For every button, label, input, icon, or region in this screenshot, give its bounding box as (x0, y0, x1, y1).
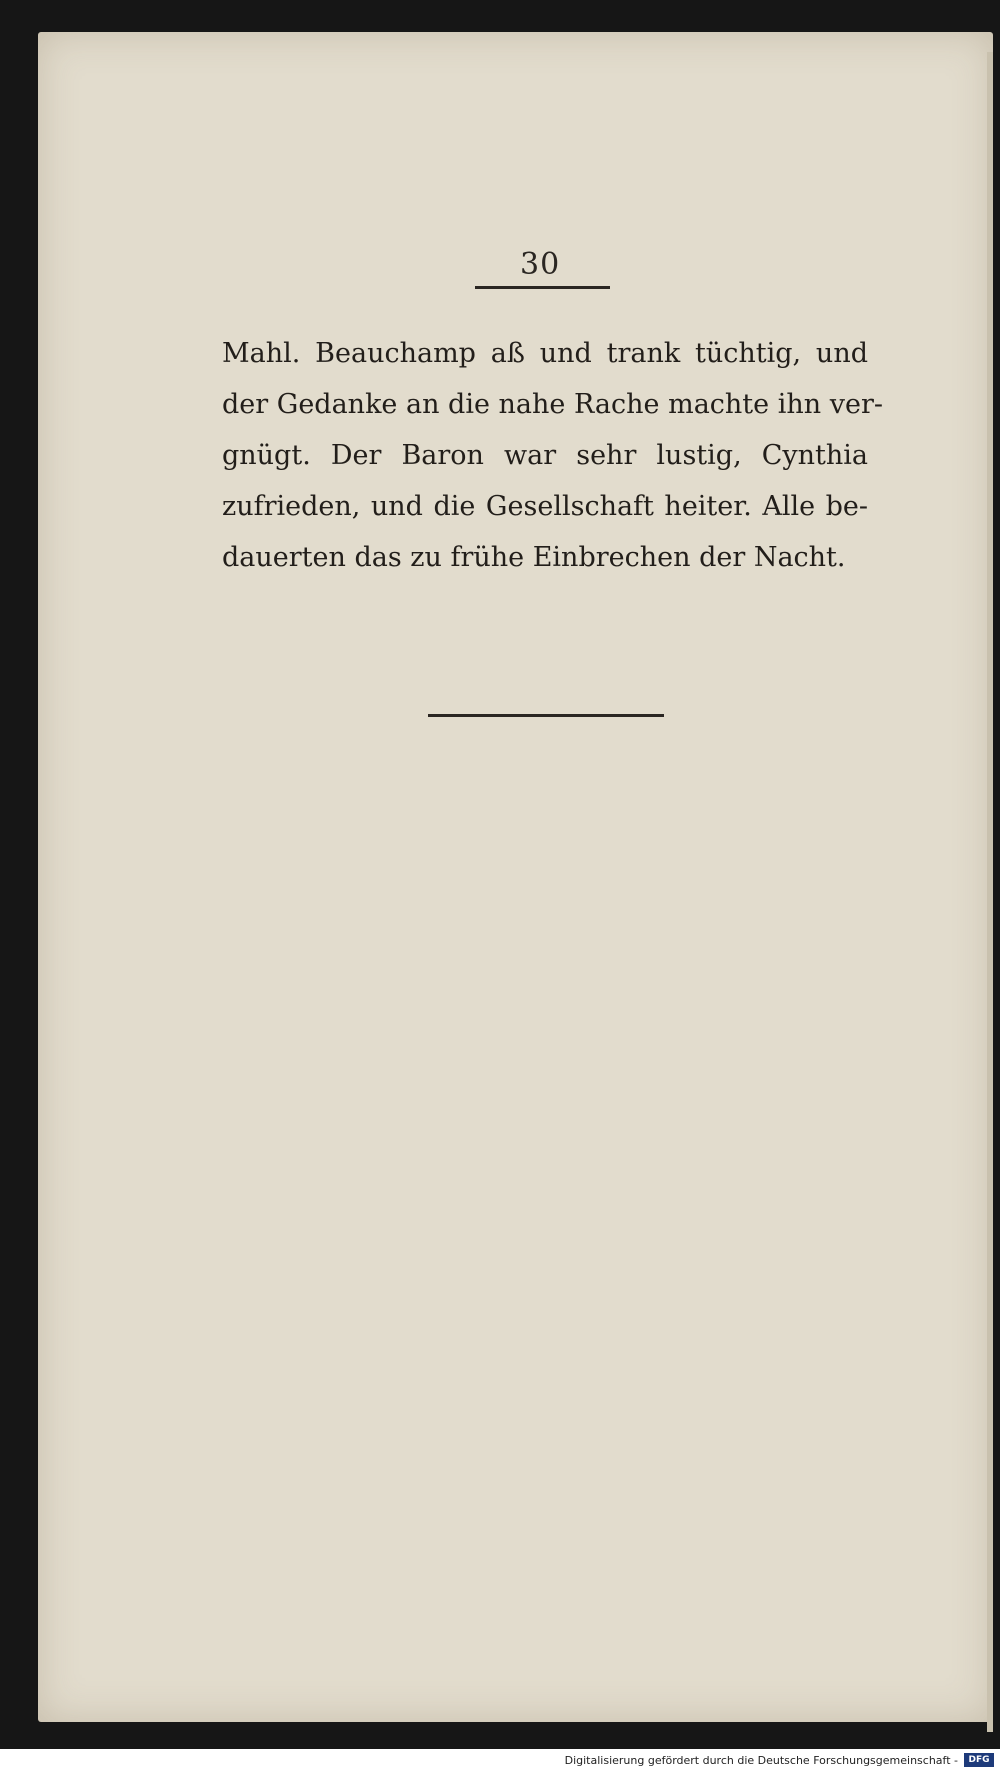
page-number: 30 (520, 247, 561, 282)
footer-bar (0, 1749, 1000, 1771)
text-line: der Gedanke an die nahe Rache machte ihn ver- (222, 389, 883, 420)
page-edge (987, 52, 993, 1732)
dfg-logo-icon: DFG (964, 1753, 994, 1767)
text-line: zufrieden, und die Gesellschaft heiter. Alle be- (222, 491, 868, 522)
header-rule (475, 286, 610, 289)
end-rule (428, 714, 664, 717)
text-line: dauerten das zu frühe Einbrechen der Nacht. (222, 542, 846, 573)
text-line: gnügt. Der Baron war sehr lustig, Cynthia (222, 440, 868, 471)
body-text (222, 328, 883, 583)
text-line: Mahl. Beauchamp aß und trank tüchtig, und (222, 338, 868, 369)
funding-credit: Digitalisierung gefördert durch die Deutsche Forschungsgemeinschaft - (564, 1754, 958, 1767)
